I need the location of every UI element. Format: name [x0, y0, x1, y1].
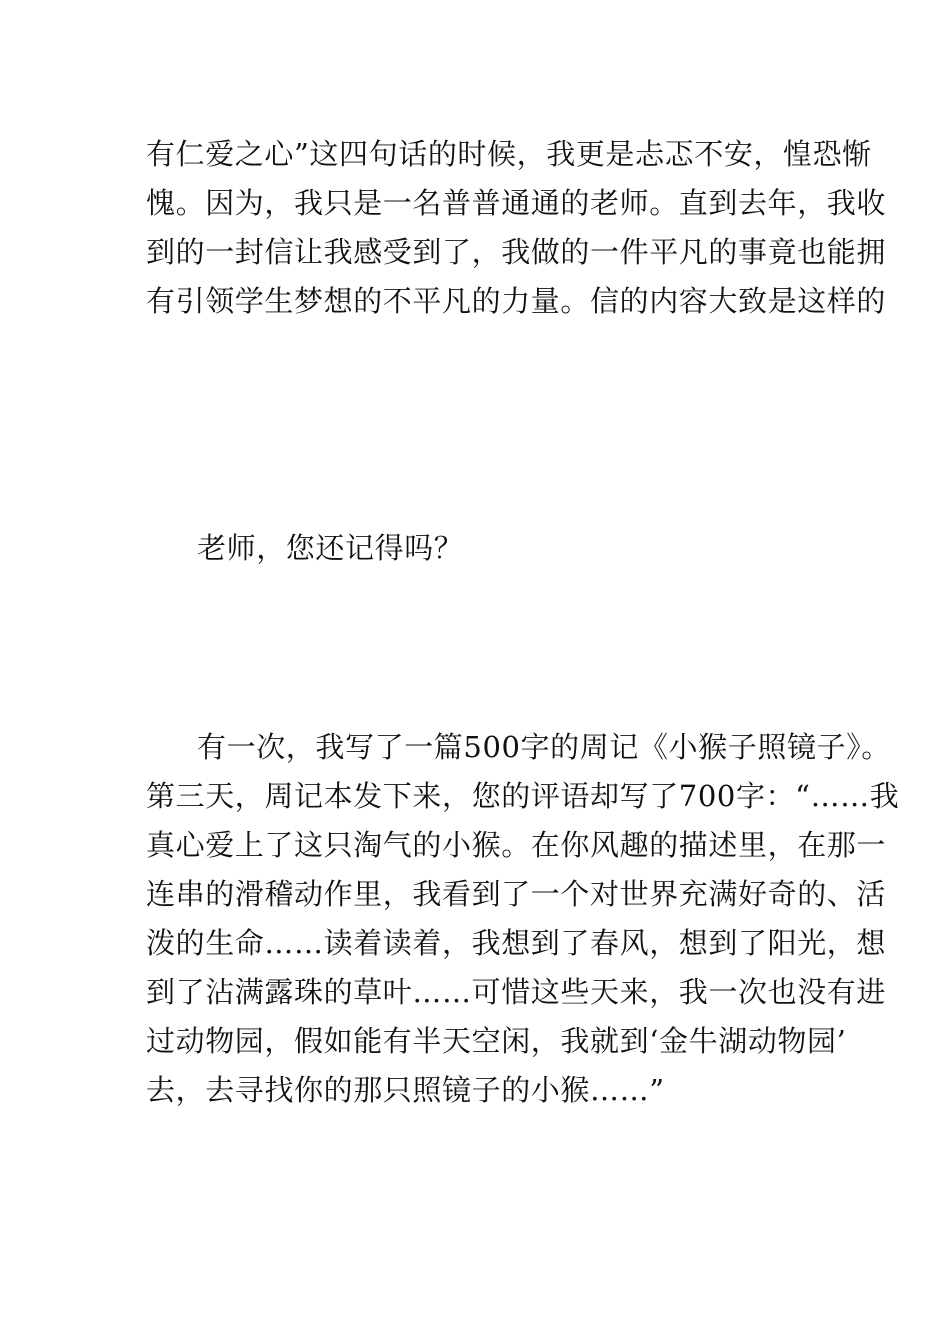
text-line: 有仁爱之心”这四句话的时候，我更是忐忑不安，惶恐惭: [146, 137, 872, 171]
text-line: 老师，您还记得吗？: [197, 531, 464, 565]
text-line: 到了沾满露珠的草叶……可惜这些天来，我一次也没有进: [146, 975, 887, 1009]
text-line: 泼的生命……读着读着，我想到了春风，想到了阳光，想: [146, 926, 887, 960]
text-line: 到的一封信让我感受到了，我做的一件平凡的事竟也能拥: [146, 235, 887, 269]
text-line: 愧。因为，我只是一名普普通通的老师。直到去年，我收: [146, 186, 887, 220]
text-line: 第三天，周记本发下来，您的评语却写了700字：“……我: [146, 779, 900, 813]
text-line: 真心爱上了这只淘气的小猴。在你风趣的描述里，在那一: [146, 828, 887, 862]
text-line: 有一次，我写了一篇500字的周记《小猴子照镜子》。: [197, 730, 891, 764]
text-line: 连串的滑稽动作里，我看到了一个对世界充满好奇的、活: [146, 877, 887, 911]
text-line: 过动物园，假如能有半天空闲，我就到‘金牛湖动物园’: [146, 1024, 847, 1058]
text-line: 去，去寻找你的那只照镜子的小猴……”: [146, 1073, 665, 1107]
text-line: 有引领学生梦想的不平凡的力量。信的内容大致是这样的: [146, 284, 887, 318]
